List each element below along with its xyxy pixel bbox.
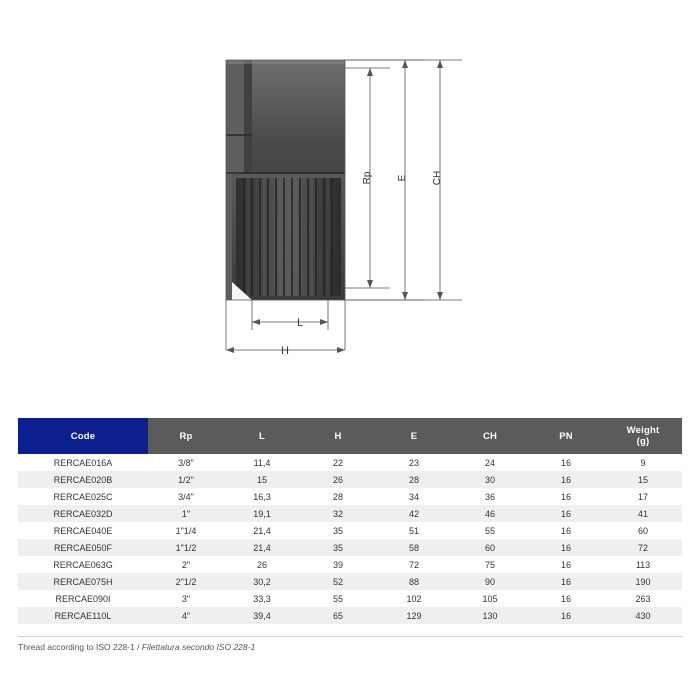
cell-ch: 130 <box>452 607 528 624</box>
cell-h: 55 <box>300 590 376 607</box>
cell-h: 22 <box>300 454 376 471</box>
header-rp: Rp <box>148 418 224 454</box>
cell-rp: 2" <box>148 556 224 573</box>
dimension-label-rp: Rp <box>362 171 373 185</box>
cell-code: RERCAE025C <box>18 488 148 505</box>
cell-e: 58 <box>376 539 452 556</box>
table-row <box>18 454 682 471</box>
cell-l: 21,4 <box>224 522 300 539</box>
cell-rp: 2"1/2 <box>148 573 224 590</box>
cell-code: RERCAE063G <box>18 556 148 573</box>
table-row <box>18 607 682 624</box>
cell-pn: 16 <box>528 454 604 471</box>
footnote-divider <box>18 636 682 637</box>
cell-rp: 3/8" <box>148 454 224 471</box>
cell-weight: 15 <box>604 471 682 488</box>
header-code: Code <box>18 418 148 454</box>
cell-ch: 30 <box>452 471 528 488</box>
header-l: L <box>224 418 300 454</box>
cell-ch: 105 <box>452 590 528 607</box>
cell-pn: 16 <box>528 607 604 624</box>
cell-e: 23 <box>376 454 452 471</box>
cell-weight: 60 <box>604 522 682 539</box>
cell-weight: 17 <box>604 488 682 505</box>
cell-h: 26 <box>300 471 376 488</box>
cell-e: 51 <box>376 522 452 539</box>
cell-e: 34 <box>376 488 452 505</box>
cell-code: RERCAE016A <box>18 454 148 471</box>
cell-pn: 16 <box>528 590 604 607</box>
cell-h: 35 <box>300 539 376 556</box>
cell-ch: 90 <box>452 573 528 590</box>
cell-rp: 3/4" <box>148 488 224 505</box>
header-e: E <box>376 418 452 454</box>
table-row <box>18 573 682 590</box>
cell-weight: 72 <box>604 539 682 556</box>
cell-code: RERCAE040E <box>18 522 148 539</box>
cell-rp: 1/2" <box>148 471 224 488</box>
cell-code: RERCAE090I <box>18 590 148 607</box>
cell-h: 65 <box>300 607 376 624</box>
cell-weight: 263 <box>604 590 682 607</box>
cell-h: 52 <box>300 573 376 590</box>
cell-l: 30,2 <box>224 573 300 590</box>
cell-code: RERCAE075H <box>18 573 148 590</box>
header-weight-line2: (g) <box>636 436 650 447</box>
cell-e: 72 <box>376 556 452 573</box>
cell-ch: 60 <box>452 539 528 556</box>
cell-weight: 190 <box>604 573 682 590</box>
cell-ch: 55 <box>452 522 528 539</box>
cell-e: 88 <box>376 573 452 590</box>
footnote <box>18 642 255 652</box>
cell-l: 33,3 <box>224 590 300 607</box>
cell-ch: 46 <box>452 505 528 522</box>
cell-rp: 1"1/2 <box>148 539 224 556</box>
cell-ch: 24 <box>452 454 528 471</box>
specification-table-container <box>18 418 682 624</box>
cell-e: 42 <box>376 505 452 522</box>
table-row <box>18 505 682 522</box>
cell-e: 102 <box>376 590 452 607</box>
cell-l: 39,4 <box>224 607 300 624</box>
cell-weight: 113 <box>604 556 682 573</box>
footnote-text-it: Filettatura secondo ISO 228-1 <box>141 642 256 652</box>
cell-rp: 1"1/4 <box>148 522 224 539</box>
cell-weight: 41 <box>604 505 682 522</box>
table-row <box>18 539 682 556</box>
cell-pn: 16 <box>528 573 604 590</box>
dimension-label-e: E <box>397 174 408 182</box>
cell-h: 39 <box>300 556 376 573</box>
specification-table <box>18 418 682 624</box>
cell-h: 32 <box>300 505 376 522</box>
header-pn: PN <box>528 418 604 454</box>
thread-ribs <box>232 178 341 300</box>
dimension-label-h: H <box>281 345 289 357</box>
cell-l: 16,3 <box>224 488 300 505</box>
header-ch: CH <box>452 418 528 454</box>
cell-pn: 16 <box>528 505 604 522</box>
cell-rp: 3" <box>148 590 224 607</box>
footnote-text-en: Thread according to ISO 228-1 / <box>18 642 142 652</box>
cell-l: 26 <box>224 556 300 573</box>
cell-e: 129 <box>376 607 452 624</box>
table-row <box>18 488 682 505</box>
table-row <box>18 471 682 488</box>
cell-code: RERCAE032D <box>18 505 148 522</box>
cell-ch: 36 <box>452 488 528 505</box>
cell-weight: 430 <box>604 607 682 624</box>
cell-pn: 16 <box>528 471 604 488</box>
cell-code: RERCAE020B <box>18 471 148 488</box>
cell-rp: 4" <box>148 607 224 624</box>
cell-ch: 75 <box>452 556 528 573</box>
cell-l: 21,4 <box>224 539 300 556</box>
cell-weight: 9 <box>604 454 682 471</box>
cell-pn: 16 <box>528 556 604 573</box>
header-h: H <box>300 418 376 454</box>
table-row <box>18 522 682 539</box>
cell-l: 11,4 <box>224 454 300 471</box>
cell-pn: 16 <box>528 522 604 539</box>
cell-code: RERCAE050F <box>18 539 148 556</box>
header-weight <box>604 418 682 454</box>
table-row <box>18 556 682 573</box>
cell-rp: 1" <box>148 505 224 522</box>
cell-l: 19,1 <box>224 505 300 522</box>
table-header-row <box>18 418 682 454</box>
table-body <box>18 454 682 624</box>
dimension-label-ch: CH <box>432 170 443 186</box>
cell-h: 28 <box>300 488 376 505</box>
cell-pn: 16 <box>528 488 604 505</box>
cell-h: 35 <box>300 522 376 539</box>
cell-l: 15 <box>224 471 300 488</box>
cell-code: RERCAE110L <box>18 607 148 624</box>
cell-e: 28 <box>376 471 452 488</box>
table-row <box>18 590 682 607</box>
cell-pn: 16 <box>528 539 604 556</box>
header-weight-line1: Weight <box>626 425 660 436</box>
dimension-label-l: L <box>296 317 304 329</box>
